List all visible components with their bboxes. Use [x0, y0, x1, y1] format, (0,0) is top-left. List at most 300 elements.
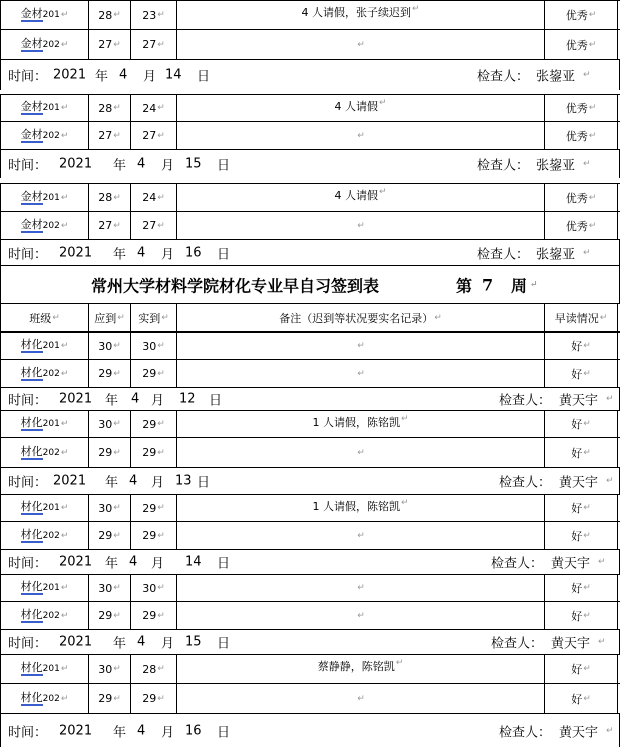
- paragraph-mark: ↵: [583, 503, 591, 513]
- class-number: 202: [42, 39, 60, 50]
- paragraph-mark: ↵: [583, 530, 591, 541]
- paragraph-mark: ↵: [113, 368, 121, 379]
- actual-count: 29: [142, 417, 157, 431]
- week-number: 7: [482, 275, 494, 294]
- remark-cell: [176, 1, 544, 29]
- header-actual: [130, 304, 176, 331]
- class-cell: [0, 30, 88, 59]
- table-row: [0, 410, 620, 438]
- paragraph-mark: ↵: [113, 583, 121, 593]
- actual-cell: [130, 333, 176, 359]
- table-row: [0, 494, 620, 522]
- class-cell: [0, 360, 88, 387]
- day-unit: 日: [217, 158, 231, 174]
- year-unit: 年: [113, 725, 127, 740]
- rating-cell: [544, 333, 618, 359]
- year-unit: 年: [105, 475, 119, 491]
- date-label: 时间：: [8, 247, 48, 262]
- year-unit: 年: [105, 393, 119, 409]
- inspector-label: 检查人：: [499, 725, 552, 740]
- inspector-name: 黄天宇: [559, 725, 599, 740]
- date-month: 4: [137, 723, 146, 738]
- remark-cell: [176, 30, 544, 59]
- actual-count: 29: [142, 446, 157, 459]
- rating-text: 好: [571, 692, 583, 706]
- date-day: 15: [185, 156, 202, 172]
- actual-count: 28: [142, 662, 157, 676]
- remark-text: 1 人请假，陈铭凯: [312, 500, 400, 513]
- paragraph-mark: ↵: [60, 530, 69, 541]
- paragraph-mark: ↵: [588, 220, 597, 231]
- table-row: [0, 360, 620, 388]
- paragraph-mark: ↵: [598, 637, 606, 647]
- month-unit: 月: [143, 69, 157, 85]
- day-unit: 日: [217, 725, 231, 740]
- paragraph-mark: ↵: [606, 394, 614, 404]
- table-row: [0, 332, 620, 360]
- year-unit: 年: [95, 69, 109, 85]
- remark-cell: [176, 212, 544, 239]
- paragraph-mark: ↵: [157, 664, 165, 674]
- date-row: [0, 630, 620, 654]
- class-cell: [0, 495, 88, 521]
- rating-text: 好: [571, 582, 583, 595]
- class-name: 材化: [20, 580, 43, 593]
- inspector-name: 黄天宇: [551, 636, 591, 652]
- expected-count: 29: [98, 446, 113, 459]
- class-number: 202: [42, 447, 60, 458]
- actual-cell: [130, 30, 176, 59]
- class-number: 201: [42, 341, 60, 351]
- inspector-label: 检查人：: [477, 158, 530, 174]
- date-row: [0, 550, 620, 574]
- header-actual-text: 实到: [138, 311, 161, 325]
- actual-cell: [130, 95, 176, 121]
- expected-cell: [88, 184, 130, 211]
- table-row: [0, 684, 620, 714]
- class-number: 201: [42, 103, 60, 113]
- rating-text: 好: [571, 663, 583, 676]
- table-row: [0, 94, 620, 122]
- rating-cell: [544, 438, 618, 467]
- class-name: 材化: [20, 444, 43, 458]
- date-month: 4: [129, 473, 138, 489]
- expected-count: 30: [98, 662, 113, 676]
- expected-count: 30: [98, 417, 113, 431]
- expected-cell: [88, 575, 130, 601]
- expected-count: 28: [98, 8, 113, 22]
- actual-count: 24: [142, 191, 157, 204]
- paragraph-mark: ↵: [583, 368, 591, 379]
- date-year: 2021: [53, 473, 87, 489]
- paragraph-mark: ↵: [113, 610, 121, 621]
- inspector-name: 黄天宇: [559, 393, 599, 409]
- class-number: 202: [42, 610, 60, 621]
- paragraph-mark: ↵: [157, 130, 165, 141]
- paragraph-mark: ↵: [357, 583, 365, 593]
- year-unit: 年: [113, 636, 127, 652]
- header-expected: [88, 304, 130, 331]
- actual-count: 30: [142, 339, 157, 353]
- actual-cell: [130, 1, 176, 29]
- rating-text: 好: [571, 502, 583, 515]
- date-label: 时间：: [8, 556, 48, 572]
- remark-text: 蔡静静，陈铭凯: [317, 660, 395, 673]
- inspector-label: 检查人：: [491, 556, 544, 572]
- paragraph-mark: ↵: [588, 103, 597, 113]
- date-year: 2021: [59, 723, 93, 738]
- actual-count: 29: [142, 501, 157, 515]
- class-cell: [0, 438, 88, 467]
- paragraph-mark: ↵: [52, 312, 60, 323]
- paragraph-mark: ↵: [113, 10, 121, 20]
- header-remark-text: 备注（迟到等状况要实名记录）: [279, 311, 434, 325]
- paragraph-mark: ↵: [357, 130, 365, 141]
- expected-cell: [88, 1, 130, 29]
- paragraph-mark: ↵: [157, 341, 165, 351]
- table-row: [0, 122, 620, 150]
- date-label: 时间：: [8, 475, 48, 491]
- remark-cell: [176, 95, 544, 121]
- remark-text: 1 人请假，陈铭凯: [312, 416, 400, 429]
- class-name: 金材: [20, 127, 43, 141]
- expected-cell: [88, 212, 130, 239]
- paragraph-mark: ↵: [161, 312, 169, 323]
- expected-cell: [88, 411, 130, 437]
- expected-cell: [88, 602, 130, 629]
- paragraph-mark: ↵: [113, 530, 121, 541]
- class-number: 201: [42, 503, 60, 513]
- actual-cell: [130, 360, 176, 387]
- year-unit: 年: [113, 158, 127, 174]
- paragraph-mark: ↵: [583, 159, 591, 169]
- paragraph-mark: ↵: [113, 103, 121, 113]
- expected-cell: [88, 438, 130, 467]
- class-number: 202: [42, 693, 60, 704]
- date-year: 2021: [59, 554, 93, 570]
- paragraph-mark: ↵: [60, 447, 69, 458]
- paragraph-mark: ↵: [113, 664, 121, 674]
- class-cell: [0, 684, 88, 713]
- actual-cell: [130, 575, 176, 601]
- paragraph-mark: ↵: [157, 368, 165, 379]
- expected-cell: [88, 333, 130, 359]
- paragraph-mark: ↵: [357, 610, 365, 621]
- date-year: 2021: [53, 67, 87, 83]
- expected-cell: [88, 684, 130, 713]
- rating-text: 好: [571, 367, 583, 381]
- expected-count: 30: [98, 581, 113, 595]
- rating-text: 好: [571, 340, 583, 353]
- rating-cell: [544, 495, 618, 521]
- remark-cell: [176, 438, 544, 467]
- class-name: 材化: [20, 338, 43, 351]
- paragraph-mark: ↵: [583, 70, 591, 80]
- week-label: 第: [456, 276, 473, 295]
- paragraph-mark: ↵: [606, 725, 614, 736]
- remark-cell: [176, 184, 544, 211]
- class-name: 材化: [20, 527, 43, 541]
- rating-text: 好: [571, 609, 583, 623]
- rating-text: 优秀: [565, 129, 588, 143]
- sheet-title: 常州大学材料学院材化专业早自习签到表: [91, 276, 380, 295]
- paragraph-mark: ↵: [588, 130, 597, 141]
- class-name: 金材: [20, 217, 43, 231]
- paragraph-mark: ↵: [588, 10, 597, 20]
- remark-text: 4 人请假: [334, 189, 378, 202]
- day-unit: 日: [217, 636, 231, 652]
- date-row: [0, 388, 620, 410]
- sheet-title-row: [0, 265, 620, 303]
- class-cell: [0, 1, 88, 29]
- paragraph-mark: ↵: [113, 503, 121, 513]
- inspector-label: 检查人：: [499, 475, 552, 491]
- actual-cell: [130, 495, 176, 521]
- paragraph-mark: ↵: [357, 447, 365, 458]
- rating-cell: [544, 95, 618, 121]
- class-name: 材化: [20, 416, 43, 429]
- paragraph-mark: ↵: [60, 39, 69, 50]
- class-cell: [0, 95, 88, 121]
- remark-cell: [176, 602, 544, 629]
- paragraph-mark: ↵: [157, 583, 165, 593]
- expected-count: 27: [98, 38, 113, 51]
- date-day: 12: [179, 391, 196, 407]
- rating-text: 好: [571, 529, 583, 543]
- remark-text: 4 人请假，张子续迟到: [301, 6, 411, 19]
- date-row: [0, 240, 620, 265]
- expected-cell: [88, 30, 130, 59]
- class-name: 材化: [20, 607, 43, 621]
- actual-cell: [130, 522, 176, 549]
- paragraph-mark: ↵: [357, 368, 365, 379]
- paragraph-mark: ↵: [60, 368, 69, 379]
- class-cell: [0, 333, 88, 359]
- table-row: [0, 212, 620, 240]
- expected-count: 28: [98, 191, 113, 204]
- class-cell: [0, 411, 88, 437]
- paragraph-mark: ↵: [157, 220, 165, 231]
- header-cls: [0, 304, 88, 331]
- paragraph-mark: ↵: [60, 583, 69, 593]
- paragraph-mark: ↵: [157, 610, 165, 621]
- paragraph-mark: ↵: [157, 192, 165, 203]
- header-expected-text: 应到: [94, 311, 117, 325]
- actual-cell: [130, 602, 176, 629]
- paragraph-mark: ↵: [583, 610, 591, 621]
- header-row: [0, 303, 620, 332]
- date-day: 14: [185, 554, 202, 570]
- month-unit: 月: [151, 556, 165, 572]
- paragraph-mark: ↵: [113, 192, 121, 203]
- date-row: [0, 150, 620, 178]
- month-unit: 月: [161, 725, 175, 740]
- actual-cell: [130, 184, 176, 211]
- class-name: 金材: [20, 100, 43, 113]
- paragraph-mark: ↵: [588, 39, 597, 50]
- date-day: 16: [185, 245, 202, 260]
- rating-text: 好: [571, 446, 583, 460]
- date-label: 时间：: [8, 636, 48, 652]
- paragraph-mark: ↵: [411, 4, 420, 14]
- remark-cell: [176, 655, 544, 683]
- paragraph-mark: ↵: [113, 419, 121, 429]
- actual-count: 30: [142, 581, 157, 595]
- remark-cell: [176, 411, 544, 437]
- paragraph-mark: ↵: [598, 557, 606, 567]
- table-row: [0, 0, 620, 30]
- date-day: 15: [185, 634, 202, 650]
- remark-cell: [176, 360, 544, 387]
- class-cell: [0, 122, 88, 149]
- expected-cell: [88, 95, 130, 121]
- actual-cell: [130, 655, 176, 683]
- actual-cell: [130, 684, 176, 713]
- paragraph-mark: ↵: [583, 247, 591, 258]
- rating-cell: [544, 360, 618, 387]
- inspector-label: 检查人：: [477, 69, 530, 85]
- week-unit: 周: [511, 276, 528, 295]
- paragraph-mark: ↵: [60, 610, 69, 621]
- expected-count: 30: [98, 339, 113, 353]
- inspector-name: 张鋆亚: [536, 158, 576, 174]
- actual-count: 29: [142, 692, 157, 705]
- date-month: 4: [129, 554, 138, 570]
- class-number: 201: [42, 419, 60, 429]
- paragraph-mark: ↵: [583, 447, 591, 458]
- day-unit: 日: [197, 475, 211, 491]
- class-name: 材化: [20, 365, 43, 379]
- expected-cell: [88, 495, 130, 521]
- date-day: 16: [185, 723, 202, 738]
- paragraph-mark: ↵: [357, 693, 365, 704]
- expected-cell: [88, 522, 130, 549]
- class-number: 201: [42, 664, 60, 674]
- table-row: [0, 654, 620, 684]
- date-label: 时间：: [8, 158, 48, 174]
- class-cell: [0, 212, 88, 239]
- date-month: 4: [137, 634, 146, 650]
- table-row: [0, 438, 620, 468]
- paragraph-mark: ↵: [400, 498, 409, 508]
- expected-count: 29: [98, 529, 113, 542]
- rating-cell: [544, 522, 618, 549]
- month-unit: 月: [151, 475, 165, 491]
- header-remark: [176, 304, 544, 331]
- expected-count: 29: [98, 609, 113, 622]
- paragraph-mark: ↵: [583, 664, 591, 674]
- paragraph-mark: ↵: [157, 103, 165, 113]
- paragraph-mark: ↵: [157, 419, 165, 429]
- remark-text: 4 人请假: [334, 100, 378, 113]
- rating-cell: [544, 212, 618, 239]
- inspector-name: 黄天宇: [551, 556, 591, 572]
- paragraph-mark: ↵: [60, 419, 69, 429]
- paragraph-mark: ↵: [60, 503, 69, 513]
- rating-text: 优秀: [565, 102, 588, 115]
- date-month: 4: [119, 67, 128, 83]
- paragraph-mark: ↵: [599, 312, 608, 323]
- paragraph-mark: ↵: [357, 39, 365, 50]
- remark-cell: [176, 495, 544, 521]
- actual-count: 27: [142, 38, 157, 51]
- inspector-name: 张鋆亚: [536, 69, 576, 85]
- paragraph-mark: ↵: [530, 279, 538, 290]
- paragraph-mark: ↵: [113, 693, 121, 704]
- rating-text: 优秀: [565, 191, 588, 205]
- class-name: 材化: [20, 690, 43, 704]
- paragraph-mark: ↵: [357, 530, 365, 541]
- paragraph-mark: ↵: [60, 103, 69, 113]
- actual-count: 29: [142, 609, 157, 622]
- class-name: 材化: [20, 661, 43, 674]
- expected-count: 28: [98, 101, 113, 115]
- date-label: 时间：: [8, 69, 48, 85]
- paragraph-mark: ↵: [583, 583, 591, 593]
- rating-cell: [544, 684, 618, 713]
- rating-cell: [544, 655, 618, 683]
- paragraph-mark: ↵: [60, 192, 69, 203]
- remark-cell: [176, 522, 544, 549]
- table-row: [0, 574, 620, 602]
- class-name: 金材: [20, 36, 43, 50]
- year-unit: 年: [105, 556, 119, 572]
- day-unit: 日: [217, 556, 231, 572]
- class-number: 202: [42, 130, 60, 141]
- class-number: 201: [42, 10, 60, 20]
- table-row: [0, 522, 620, 550]
- expected-cell: [88, 360, 130, 387]
- paragraph-mark: ↵: [113, 220, 121, 231]
- year-unit: 年: [113, 247, 127, 262]
- expected-cell: [88, 122, 130, 149]
- remark-cell: [176, 333, 544, 359]
- paragraph-mark: ↵: [395, 658, 404, 668]
- paragraph-mark: ↵: [60, 10, 69, 20]
- rating-text: 优秀: [565, 9, 588, 22]
- class-number: 201: [42, 583, 60, 593]
- paragraph-mark: ↵: [357, 341, 365, 351]
- table-row: [0, 602, 620, 630]
- date-row: [0, 468, 620, 494]
- day-unit: 日: [197, 69, 211, 85]
- date-month: 4: [137, 156, 146, 172]
- date-row: [0, 60, 620, 90]
- header-rating-text: 早读情况: [554, 311, 599, 325]
- class-name: 材化: [20, 500, 43, 513]
- header-cls-text: 班级: [29, 311, 52, 325]
- month-unit: 月: [151, 393, 165, 409]
- date-row: [0, 714, 620, 747]
- expected-count: 29: [98, 692, 113, 705]
- table-row: [0, 183, 620, 212]
- date-day: 14: [165, 67, 182, 83]
- paragraph-mark: ↵: [157, 530, 165, 541]
- rating-cell: [544, 602, 618, 629]
- date-month: 4: [137, 245, 146, 260]
- expected-count: 30: [98, 501, 113, 515]
- day-unit: 日: [209, 393, 223, 409]
- rating-cell: [544, 575, 618, 601]
- date-label: 时间：: [8, 393, 48, 409]
- rating-cell: [544, 184, 618, 211]
- rating-text: 好: [571, 418, 583, 431]
- expected-cell: [88, 655, 130, 683]
- paragraph-mark: ↵: [157, 503, 165, 513]
- paragraph-mark: ↵: [60, 341, 69, 351]
- inspector-label: 检查人：: [477, 247, 530, 262]
- remark-cell: [176, 122, 544, 149]
